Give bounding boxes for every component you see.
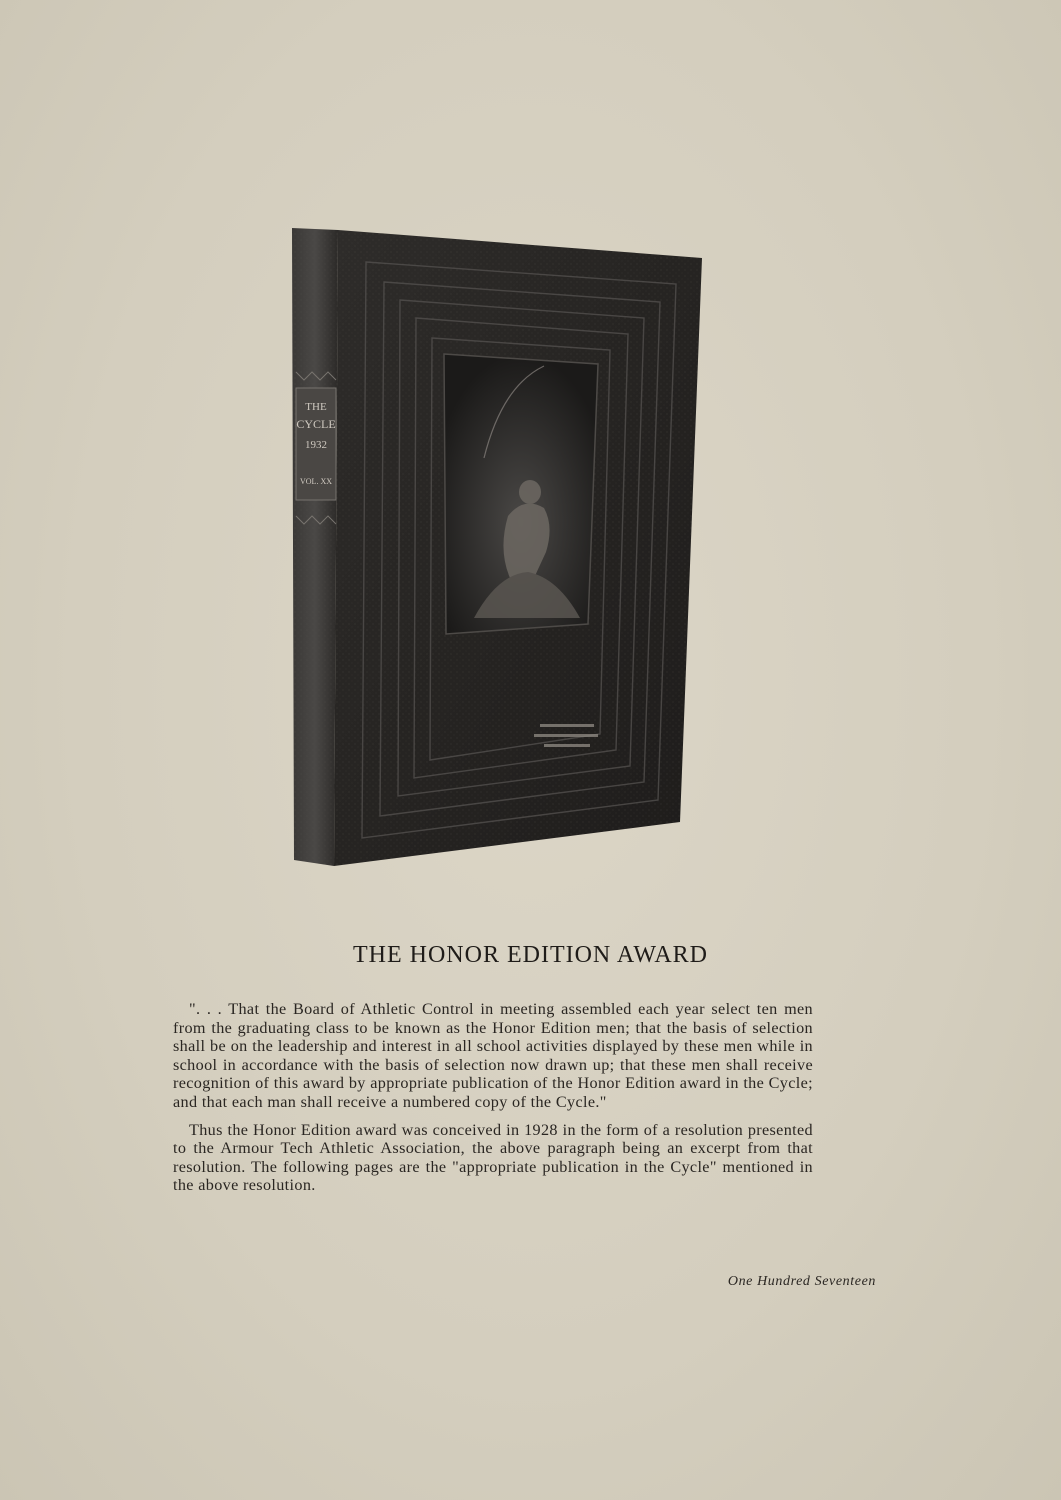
spine-year-line: 1932 xyxy=(305,439,327,451)
page-heading: THE HONOR EDITION AWARD xyxy=(352,942,709,968)
resolution-quote-paragraph: ". . . That the Board of Athletic Control in meeting assembled each year select ten men from the graduating class to be known as the Honor Edition men; that the basis of selection shall be on the leadership and interest in all school activities displayed by these men while in school in accordance with the basis of selection now drawn up; that these men shall receive recognition of this award by appropriate publication of the Honor Edition award in the Cycle; and that each man shall receive a numbered copy of the Cycle." xyxy=(173,1000,813,1111)
spine-cycle-line: CYCLE xyxy=(296,417,336,431)
history-paragraph: Thus the Honor Edition award was conceived in 1928 in the form of a resolution presented to the Armour Tech Athletic Association, the above paragraph being an excerpt from that resolution. The following pages are the "appropriate publication in the Cycle" mentioned in the above resolution. xyxy=(173,1120,813,1195)
spine-volume-line: VOL. XX xyxy=(300,477,332,486)
body-text xyxy=(173,1000,813,1204)
page-number: One Hundred Seventeen xyxy=(727,1274,876,1289)
honor-edition-book-photo xyxy=(288,226,704,872)
spine-title-line: THE xyxy=(305,401,327,413)
